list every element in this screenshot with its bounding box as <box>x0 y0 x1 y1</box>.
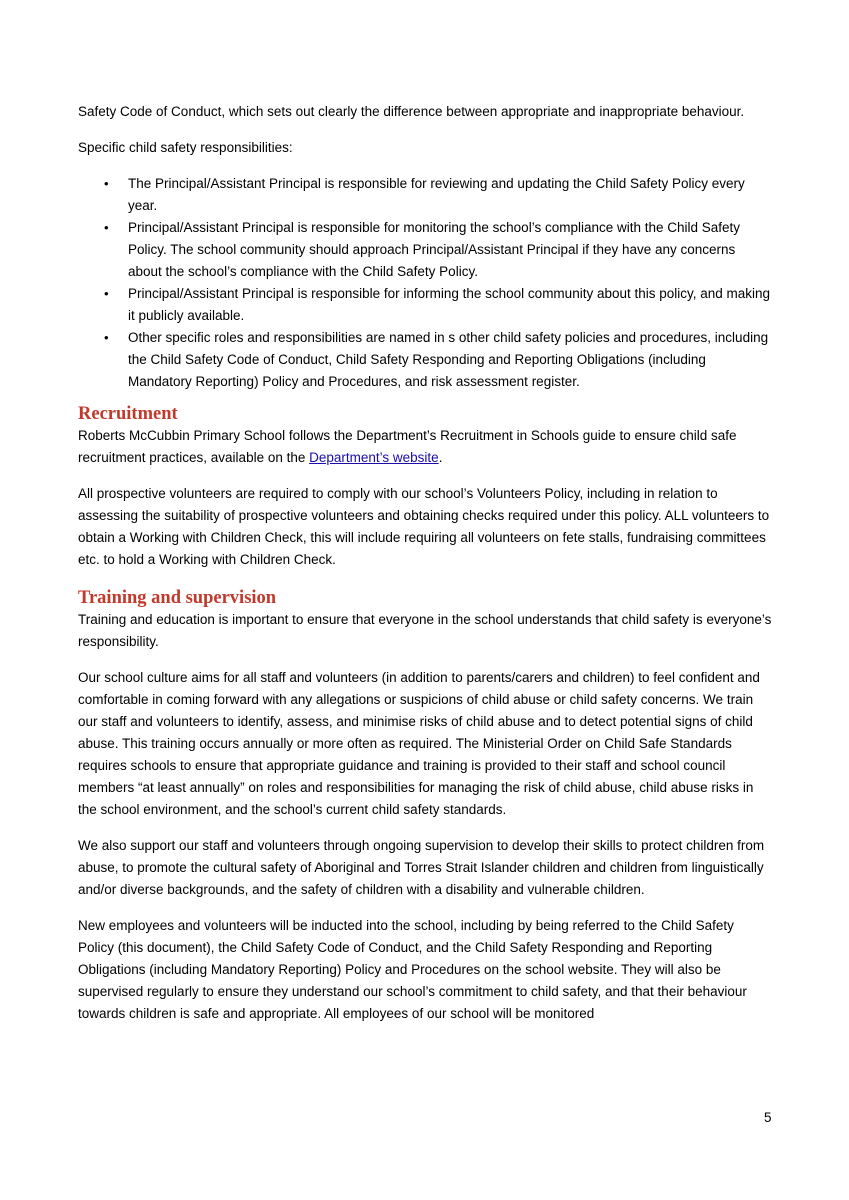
recruitment-heading: Recruitment <box>78 404 178 424</box>
recruitment-paragraph-2: All prospective volunteers are required to comply with our school’s Volunteers Policy, including in relation to assessing the suitability of prospective volunteers and obtaining checks required under this policy. ALL volunteers to obtain a Working with Children Check, this will include requiring all volunteers on fete stalls, fundraising committees etc. to hold a Working with Children Check. <box>78 486 770 567</box>
training-paragraph-4: New employees and volunteers will be inducted into the school, including by being referred to the Child Safety Policy (this document), the Child Safety Code of Conduct, and the Child Safety Responding and Reporting Obligations (including Mandatory Reporting) Policy and Procedures on the school website. They will also be supervised regularly to ensure they understand our school’s commitment to child safety, and that their behaviour towards children is safe and appropriate. All employees of our school will be monitored <box>78 918 747 1021</box>
responsibilities-list <box>78 173 772 393</box>
list-item: • The Principal/Assistant Principal is responsible for reviewing and updating the Child Safety Policy every year. <box>78 173 772 217</box>
intro-continuation: Safety Code of Conduct, which sets out clearly the difference between appropriate and inappropriate behaviour. <box>78 104 745 119</box>
department-website-link[interactable]: Department’s website <box>309 450 439 465</box>
list-item: • Other specific roles and responsibilities are named in s other child safety policies and procedures, including the Child Safety Code of Conduct, Child Safety Responding and Reporting Obligations (including Mandatory Reporting) Policy and Procedures, and risk assessment register. <box>78 327 772 393</box>
list-item: • Principal/Assistant Principal is responsible for informing the school community about this policy, and making it publicly available. <box>78 283 772 327</box>
training-paragraph-2: Our school culture aims for all staff and volunteers (in addition to parents/carers and children) to feel confident and comfortable in coming forward with any allegations or suspicions of child abuse or child safety concerns. We train our staff and volunteers to identify, assess, and minimise risks of child abuse and to detect potential signs of child abuse. This training occurs annually or more often as required. The Ministerial Order on Child Safe Standards requires schools to ensure that appropriate guidance and training is provided to their staff and school council members “at least annually” on roles and responsibilities for managing the risk of child abuse, child abuse risks in the school environment, and the school’s current child safety standards. <box>78 670 760 817</box>
bullet-icon: • <box>104 286 109 301</box>
training-heading: Training and supervision <box>78 588 277 608</box>
training-paragraph-1: Training and education is important to ensure that everyone in the school understands that child safety is everyone’s responsibility. <box>78 612 772 649</box>
bullet-icon: • <box>104 220 109 235</box>
list-item: • Principal/Assistant Principal is responsible for monitoring the school’s compliance with the Child Safety Policy. The school community should approach Principal/Assistant Principal if they have any concerns about the school’s compliance with the Child Safety Policy. <box>78 217 772 283</box>
responsibilities-lead: Specific child safety responsibilities: <box>78 140 293 155</box>
training-paragraph-3: We also support our staff and volunteers through ongoing supervision to develop their skills to protect children from abuse, to promote the cultural safety of Aboriginal and Torres Strait Islander children and children from linguistically and/or diverse backgrounds, and the safety of children with a disability and vulnerable children. <box>78 838 765 897</box>
bullet-icon: • <box>104 176 109 191</box>
recruitment-paragraph-1: Roberts McCubbin Primary School follows the Department’s Recruitment in Schools guide to ensure child safe recruitment practices, available on the Department’s website. <box>78 428 737 465</box>
bullet-icon: • <box>104 330 109 345</box>
page-number: 5 <box>764 1110 772 1125</box>
document-page <box>78 101 772 1025</box>
